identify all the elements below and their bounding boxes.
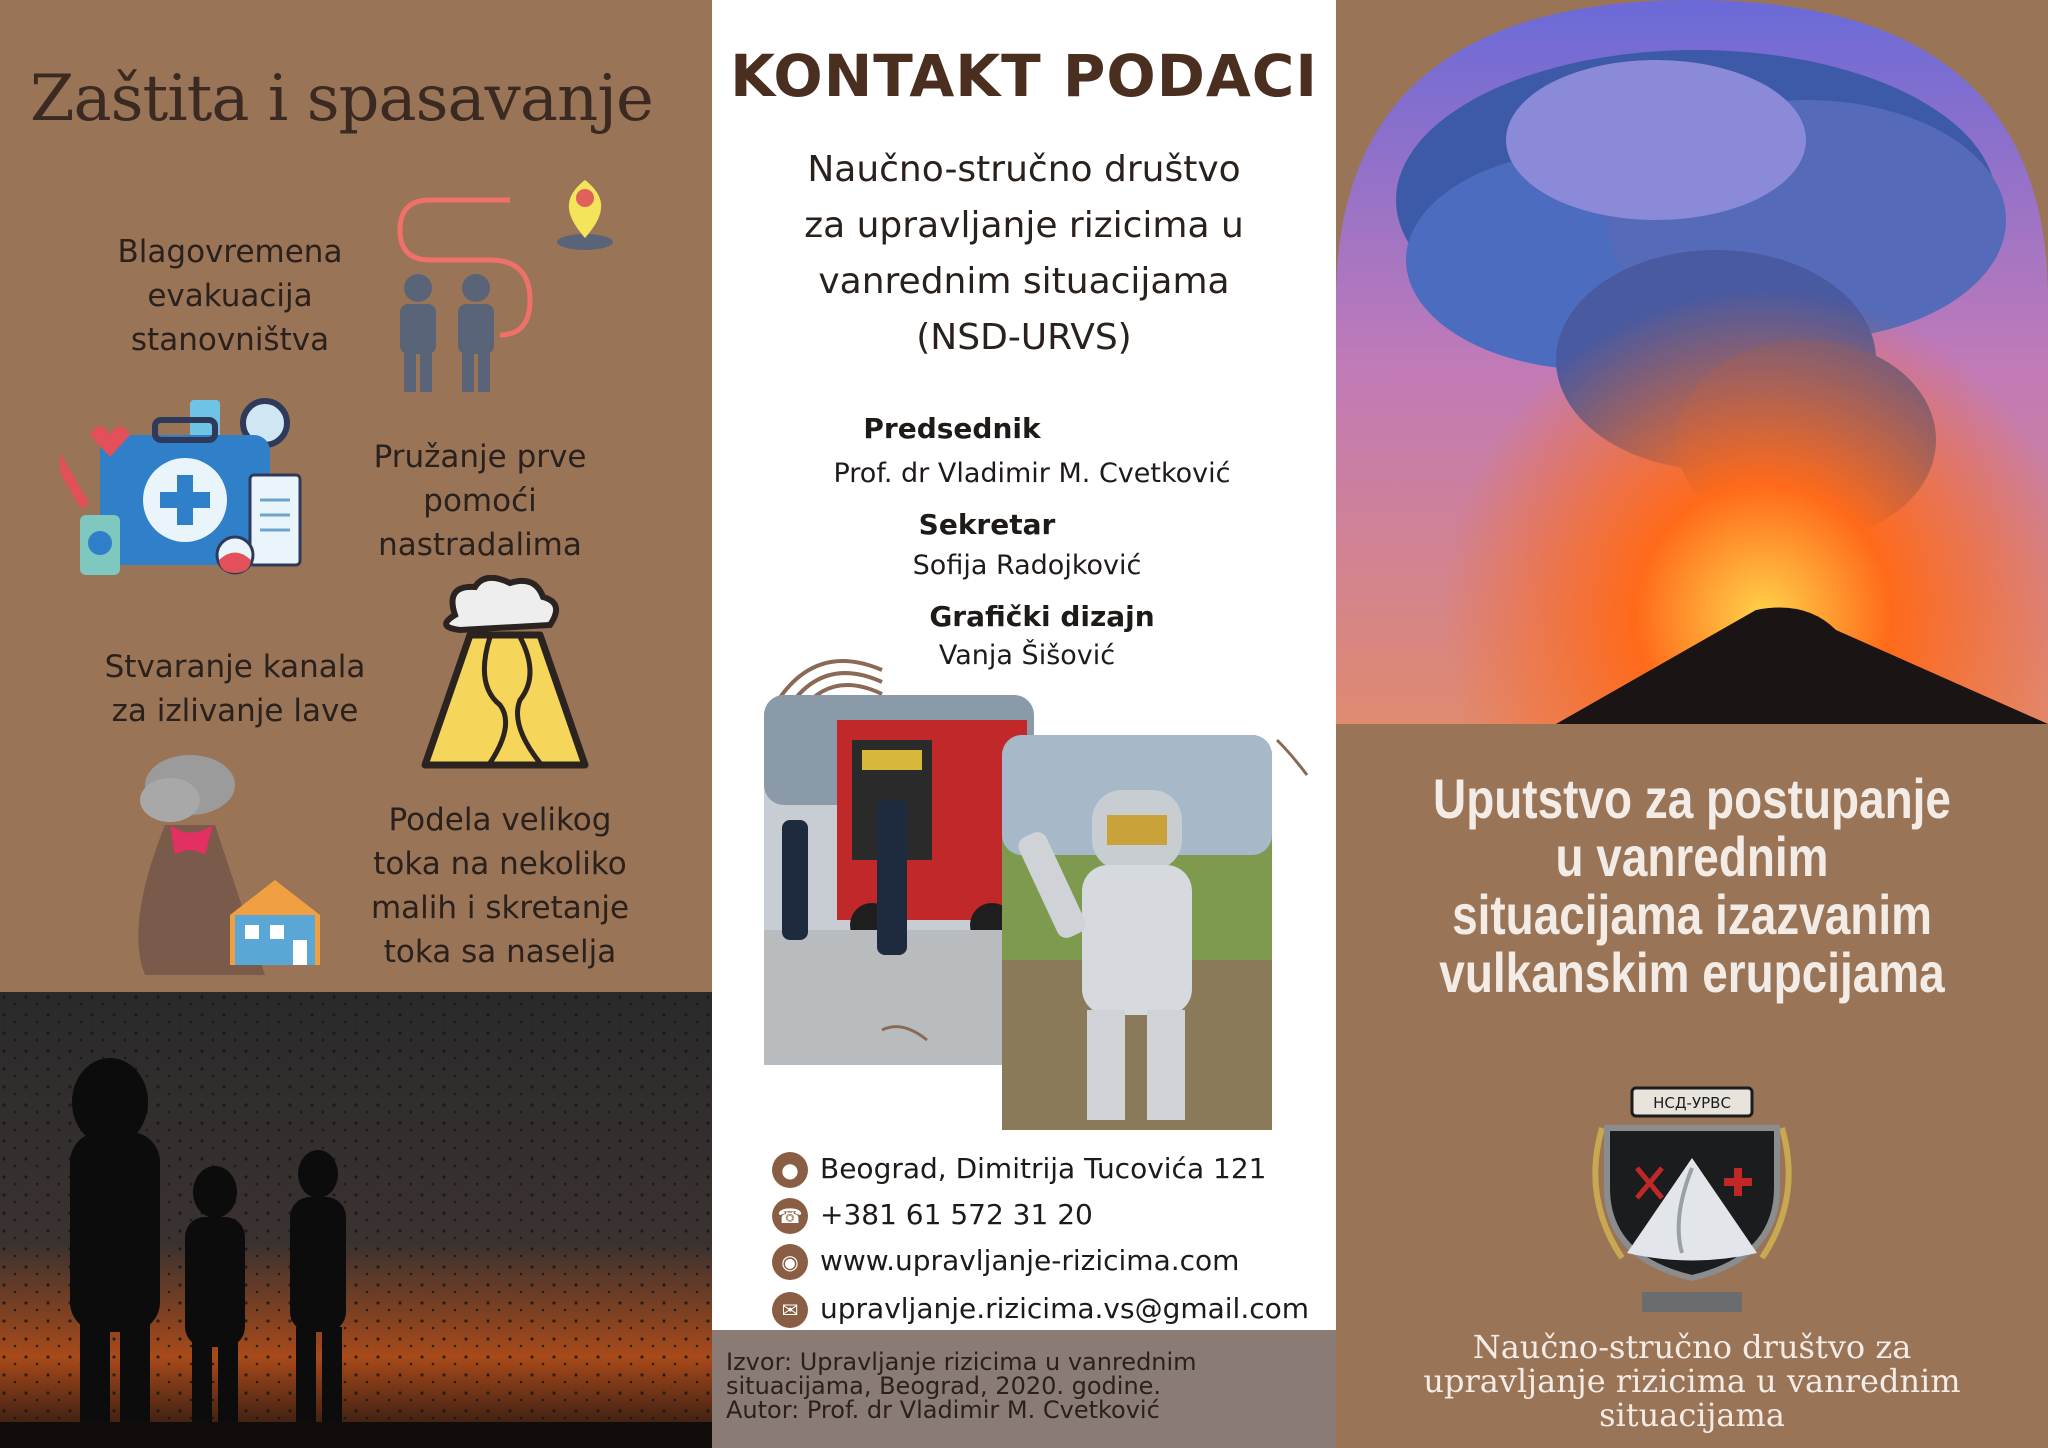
- website-link[interactable]: www.upravljanje-rizicima.com: [820, 1244, 1240, 1277]
- phone-text[interactable]: +381 61 572 31 20: [820, 1198, 1093, 1231]
- secretary-label: Sekretar: [918, 508, 1056, 541]
- guide-line: Uputstvo za postupanje: [1433, 767, 1951, 830]
- source-box: [712, 1330, 1336, 1448]
- source-line: Autor: Prof. dr Vladimir M. Cvetković: [726, 1396, 1160, 1424]
- nsd-urvs-emblem: [1562, 1068, 1822, 1318]
- secretary-name: Sofija Radojković: [912, 550, 1142, 581]
- guide-line: u vanrednim: [1555, 825, 1829, 888]
- source-citation: [726, 1350, 1326, 1422]
- step-line: stanovništva: [130, 322, 330, 358]
- contact-panel: [712, 0, 1336, 1448]
- step-line: toka sa naselja: [383, 934, 617, 970]
- volcano-eruption-photo: [1336, 0, 2048, 724]
- step-lava-channels: [70, 645, 400, 733]
- email-link[interactable]: upravljanje.rizicima.vs@gmail.com: [820, 1292, 1310, 1325]
- address-text: Beograd, Dimitrija Tucovića 121: [820, 1152, 1267, 1185]
- left-panel: [0, 0, 712, 1448]
- step-line: evakuacija: [147, 278, 313, 314]
- step-line: malih i skretanje: [370, 890, 630, 926]
- source-line: situacijama, Beograd, 2020. godine.: [726, 1372, 1162, 1400]
- step-line: pomoći: [423, 483, 537, 519]
- envelope-icon: ✉: [772, 1292, 808, 1328]
- source-line: Izvor: Upravljanje rizicima u vanrednim: [726, 1348, 1197, 1376]
- guide-title: [1433, 767, 1951, 1004]
- emblem-text: НСД-УРВС: [1653, 1094, 1731, 1112]
- organization-footer: [1366, 1330, 2018, 1432]
- step-flow-division: [330, 798, 670, 974]
- first-aid-kit-illustration: [60, 395, 320, 595]
- org-line: vanrednim situacijama: [818, 261, 1230, 302]
- guide-line: vulkanskim erupcijama: [1439, 941, 1945, 1004]
- globe-icon: ◉: [772, 1244, 808, 1280]
- contact-address: [772, 1150, 1332, 1190]
- step-line: Stvaranje kanala: [104, 649, 366, 685]
- step-evacuation: [70, 230, 390, 362]
- org-line: Naučno-stručno društvo: [807, 149, 1241, 190]
- step-line: nastradalima: [378, 527, 582, 563]
- org-line: (NSD-URVS): [916, 317, 1132, 358]
- step-line: Blagovremena: [117, 234, 343, 270]
- volcano-illustration: [415, 575, 595, 775]
- guide-line: situacijama izazvanim: [1452, 883, 1932, 946]
- organization-name: [752, 142, 1296, 366]
- footer-line: Naučno-stručno društvo za: [1472, 1328, 1912, 1366]
- step-line: Podela velikog: [388, 802, 612, 838]
- cover-panel: [1336, 0, 2048, 1448]
- president-label: Predsednik: [863, 412, 1041, 445]
- contact-website: [772, 1242, 1332, 1282]
- design-label: Grafički dizajn: [929, 600, 1155, 633]
- evacuation-route-illustration: [390, 160, 630, 400]
- contact-title: KONTAKT PODACI: [730, 42, 1318, 110]
- org-line: za upravljanje rizicima u: [804, 205, 1244, 246]
- step-line: toka na nekoliko: [373, 846, 627, 882]
- footer-line: upravljanje rizicima u vanrednim: [1423, 1362, 1961, 1400]
- lava-diversion-illustration: [135, 745, 335, 985]
- phone-icon: ☎: [772, 1198, 808, 1234]
- step-line: za izlivanje lave: [111, 693, 359, 729]
- design-name: Vanja Šišović: [938, 640, 1116, 671]
- president-name: Prof. dr Vladimir M. Cvetković: [833, 458, 1231, 489]
- contact-phone: [772, 1196, 1332, 1236]
- left-title: Zaštita i spasavanje: [30, 62, 653, 136]
- evacuees-photo: [0, 992, 712, 1448]
- location-pin-icon: ●: [772, 1152, 808, 1188]
- step-line: Pružanje prve: [373, 439, 587, 475]
- step-first-aid: [330, 435, 630, 567]
- contact-email: [772, 1290, 1332, 1330]
- footer-line: situacijama: [1599, 1396, 1785, 1434]
- firefighters-photo-collage: [752, 630, 1312, 1150]
